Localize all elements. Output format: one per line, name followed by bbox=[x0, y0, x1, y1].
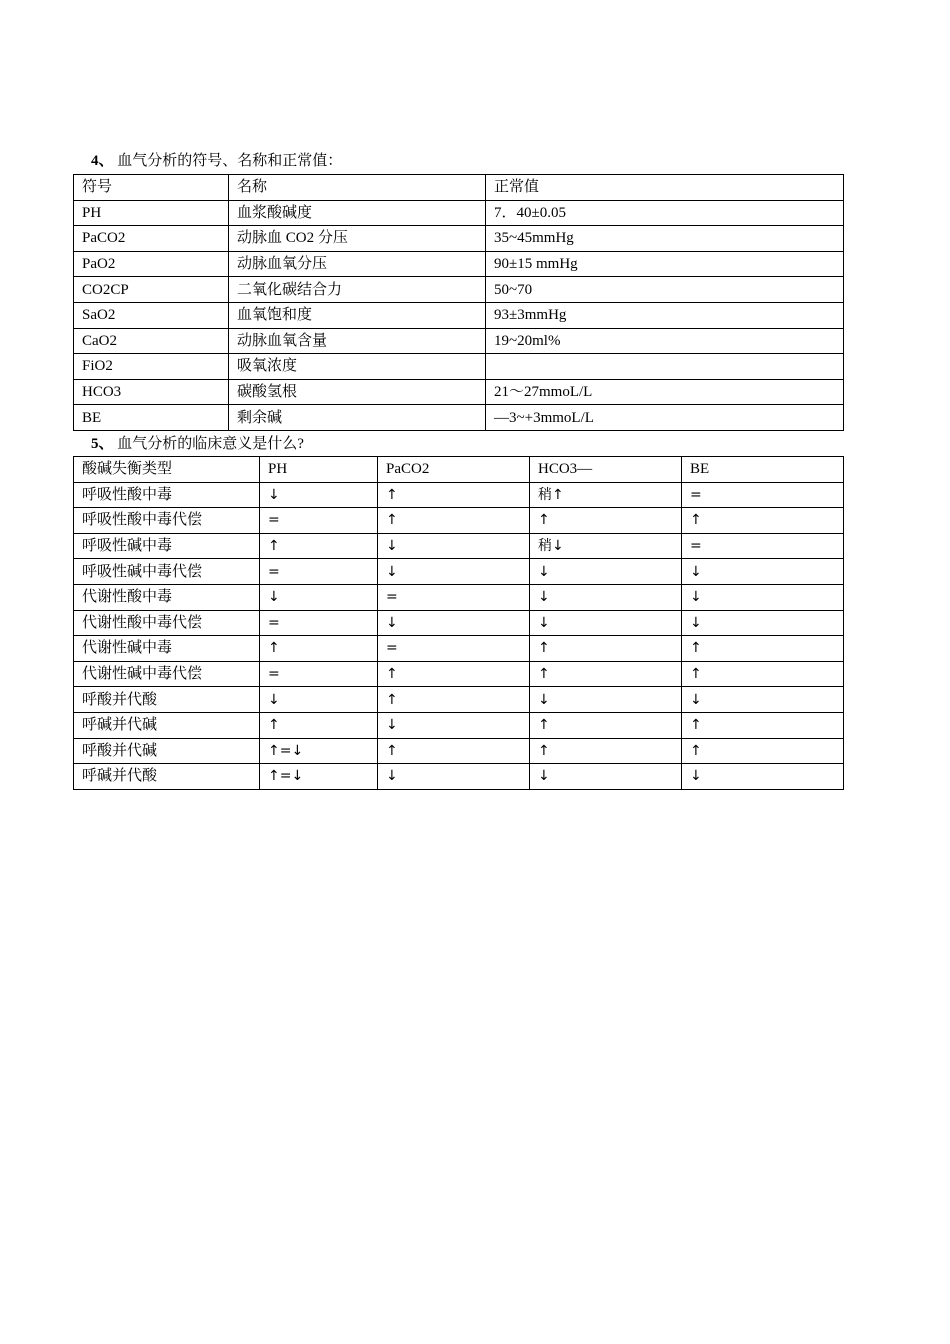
table-cell: ↑ bbox=[378, 738, 530, 764]
section-5-number: 5、 bbox=[91, 436, 114, 452]
table-row bbox=[74, 764, 844, 790]
table-cell: ↑=↓ bbox=[260, 738, 378, 764]
table-cell: 二氧化碳结合力 bbox=[229, 277, 486, 303]
table-cell: 代谢性碱中毒代偿 bbox=[74, 661, 260, 687]
column-header: HCO3— bbox=[530, 457, 682, 483]
table-cell: ↓ bbox=[378, 533, 530, 559]
table-cell: 稍↑ bbox=[530, 482, 682, 508]
table-cell: CO2CP bbox=[74, 277, 229, 303]
section-5-title: 血气分析的临床意义是什么? bbox=[117, 436, 304, 452]
table-cell: —3~+3mmoL/L bbox=[486, 405, 844, 431]
table-row bbox=[74, 328, 844, 354]
table-cell: CaO2 bbox=[74, 328, 229, 354]
table-cell: SaO2 bbox=[74, 302, 229, 328]
table-cell: ↑ bbox=[378, 661, 530, 687]
table-row bbox=[74, 354, 844, 380]
table-cell: ↑ bbox=[530, 661, 682, 687]
acid-base-clinical-table bbox=[73, 456, 844, 790]
table-cell: ↓ bbox=[260, 482, 378, 508]
table-cell: 呼碱并代碱 bbox=[74, 712, 260, 738]
table-cell: 代谢性碱中毒 bbox=[74, 636, 260, 662]
table-cell: ↓ bbox=[530, 610, 682, 636]
table-cell: 50~70 bbox=[486, 277, 844, 303]
table-row bbox=[74, 559, 844, 585]
table-cell: 呼吸性酸中毒代偿 bbox=[74, 508, 260, 534]
table-cell: PH bbox=[74, 200, 229, 226]
table-cell: ↓ bbox=[378, 610, 530, 636]
table-cell: = bbox=[260, 559, 378, 585]
column-header: 正常值 bbox=[486, 175, 844, 201]
section-4-number: 4、 bbox=[91, 153, 114, 169]
table-cell: 呼吸性碱中毒代偿 bbox=[74, 559, 260, 585]
table-cell: ↓ bbox=[530, 559, 682, 585]
table-row bbox=[74, 251, 844, 277]
column-header: 酸碱失衡类型 bbox=[74, 457, 260, 483]
table-row bbox=[74, 482, 844, 508]
table-cell: PaCO2 bbox=[74, 226, 229, 252]
table-cell: ↓ bbox=[260, 687, 378, 713]
table-cell: ↑ bbox=[530, 738, 682, 764]
table-cell: ↑ bbox=[378, 482, 530, 508]
table-cell: 碳酸氢根 bbox=[229, 379, 486, 405]
table-cell: = bbox=[378, 636, 530, 662]
table-cell: 动脉血氧分压 bbox=[229, 251, 486, 277]
table-header-row bbox=[74, 175, 844, 201]
column-header: BE bbox=[682, 457, 844, 483]
table-row bbox=[74, 200, 844, 226]
table-row bbox=[74, 610, 844, 636]
table-cell: BE bbox=[74, 405, 229, 431]
table-row bbox=[74, 508, 844, 534]
table-cell: ↑ bbox=[378, 687, 530, 713]
column-header: 名称 bbox=[229, 175, 486, 201]
table-cell: ↑=↓ bbox=[260, 764, 378, 790]
table-cell: ↓ bbox=[530, 584, 682, 610]
table-cell: ↑ bbox=[682, 712, 844, 738]
table-cell: ↓ bbox=[682, 610, 844, 636]
table-cell: 代谢性酸中毒 bbox=[74, 584, 260, 610]
table-cell: 93±3mmHg bbox=[486, 302, 844, 328]
table-cell: = bbox=[682, 533, 844, 559]
table-row bbox=[74, 687, 844, 713]
table-cell: ↓ bbox=[378, 712, 530, 738]
table-cell: ↑ bbox=[682, 508, 844, 534]
table-cell: 血浆酸碱度 bbox=[229, 200, 486, 226]
table-cell: ↑ bbox=[378, 508, 530, 534]
table-cell: ↑ bbox=[530, 712, 682, 738]
table-row bbox=[74, 636, 844, 662]
blood-gas-normal-values-table bbox=[73, 174, 844, 431]
section-4-title: 血气分析的符号、名称和正常值： bbox=[117, 153, 343, 169]
table-cell: PaO2 bbox=[74, 251, 229, 277]
table-cell: 剩余碱 bbox=[229, 405, 486, 431]
table-row bbox=[74, 379, 844, 405]
table-cell: ↓ bbox=[530, 764, 682, 790]
table-cell: ↓ bbox=[682, 559, 844, 585]
table-cell: ↑ bbox=[530, 636, 682, 662]
column-header: PH bbox=[260, 457, 378, 483]
table-cell: 7．40±0.05 bbox=[486, 200, 844, 226]
table-cell bbox=[486, 354, 844, 380]
table-cell: 代谢性酸中毒代偿 bbox=[74, 610, 260, 636]
table-row bbox=[74, 277, 844, 303]
table-cell: = bbox=[378, 584, 530, 610]
table-row bbox=[74, 226, 844, 252]
table-row bbox=[74, 533, 844, 559]
table-cell: ↑ bbox=[682, 636, 844, 662]
table-row bbox=[74, 712, 844, 738]
table-cell: = bbox=[260, 508, 378, 534]
table-cell: 呼吸性酸中毒 bbox=[74, 482, 260, 508]
table-cell: ↑ bbox=[682, 661, 844, 687]
table-cell: ↑ bbox=[530, 508, 682, 534]
table-row bbox=[74, 661, 844, 687]
table-cell: 35~45mmHg bbox=[486, 226, 844, 252]
table-cell: = bbox=[260, 661, 378, 687]
table-cell: ↑ bbox=[260, 712, 378, 738]
table-header-row bbox=[74, 457, 844, 483]
table-cell: = bbox=[682, 482, 844, 508]
table-cell: ↑ bbox=[260, 636, 378, 662]
table-cell: 21～27mmoL/L bbox=[486, 379, 844, 405]
table-row bbox=[74, 302, 844, 328]
table-cell: ↑ bbox=[260, 533, 378, 559]
table-cell: ↓ bbox=[260, 584, 378, 610]
table-cell: 稍↓ bbox=[530, 533, 682, 559]
table-cell: ↓ bbox=[682, 764, 844, 790]
column-header: PaCO2 bbox=[378, 457, 530, 483]
section-5-heading bbox=[91, 434, 304, 454]
table-cell: ↓ bbox=[378, 764, 530, 790]
table-cell: FiO2 bbox=[74, 354, 229, 380]
table-cell: HCO3 bbox=[74, 379, 229, 405]
table-cell: 呼酸并代酸 bbox=[74, 687, 260, 713]
table-cell: 呼酸并代碱 bbox=[74, 738, 260, 764]
section-4-heading bbox=[91, 151, 342, 171]
table-cell: 90±15 mmHg bbox=[486, 251, 844, 277]
table-cell: ↓ bbox=[682, 687, 844, 713]
table-cell: ↓ bbox=[378, 559, 530, 585]
table-cell: 吸氧浓度 bbox=[229, 354, 486, 380]
table-cell: ↑ bbox=[682, 738, 844, 764]
table-cell: 动脉血氧含量 bbox=[229, 328, 486, 354]
table-cell: 呼碱并代酸 bbox=[74, 764, 260, 790]
table-cell: 19~20ml% bbox=[486, 328, 844, 354]
table-cell: ↓ bbox=[530, 687, 682, 713]
table-row bbox=[74, 405, 844, 431]
table-row bbox=[74, 738, 844, 764]
table-cell: 动脉血 CO2 分压 bbox=[229, 226, 486, 252]
table-cell: 呼吸性碱中毒 bbox=[74, 533, 260, 559]
table-row bbox=[74, 584, 844, 610]
column-header: 符号 bbox=[74, 175, 229, 201]
table-cell: = bbox=[260, 610, 378, 636]
table-cell: 血氧饱和度 bbox=[229, 302, 486, 328]
table-cell: ↓ bbox=[682, 584, 844, 610]
